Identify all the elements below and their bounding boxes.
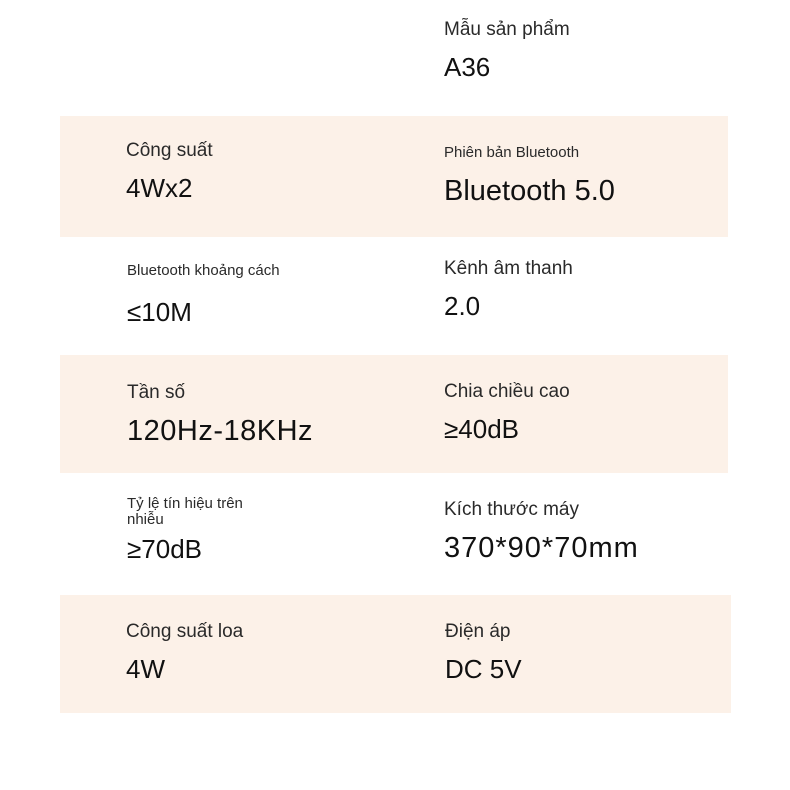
spec-label: Bluetooth khoảng cách <box>127 262 280 279</box>
spec-label: Công suất <box>126 140 213 161</box>
spec-value: ≤10M <box>127 297 192 327</box>
spec-label: Mẫu sản phẩm <box>444 19 570 40</box>
spec-value: 2.0 <box>444 291 481 321</box>
spec-separation <box>444 382 570 445</box>
spec-label: Tần số <box>127 382 186 403</box>
spec-value: 4Wx2 <box>126 173 193 203</box>
spec-value: Bluetooth 5.0 <box>444 175 615 207</box>
spec-label: Phiên bản Bluetooth <box>444 144 580 161</box>
spec-label: Kênh âm thanh <box>444 258 573 279</box>
spec-value: DC 5V <box>445 654 522 684</box>
spec-power <box>126 141 213 204</box>
spec-value: 370*90*70mm <box>444 532 639 564</box>
spec-frequency <box>127 383 313 448</box>
spec-voltage <box>445 622 522 685</box>
spec-label: Tỷ lệ tín hiệu trên nhiễu <box>127 495 243 528</box>
spec-value: A36 <box>444 52 491 82</box>
spec-bluetooth-range <box>127 261 280 328</box>
spec-label: Chia chiều cao <box>444 381 570 402</box>
spec-bluetooth-version <box>444 143 615 208</box>
spec-label: Công suất loa <box>126 621 244 642</box>
spec-model <box>444 20 570 83</box>
spec-label: Kích thước máy <box>444 499 579 520</box>
spec-value: ≥40dB <box>444 414 519 444</box>
spec-value: 4W <box>126 654 165 684</box>
spec-dimensions <box>444 500 639 565</box>
spec-channels <box>444 259 573 322</box>
spec-value: ≥70dB <box>127 534 202 564</box>
spec-label: Điện áp <box>445 621 511 642</box>
spec-value: 120Hz-18KHz <box>127 415 314 447</box>
spec-snr <box>127 496 277 565</box>
spec-speaker-power <box>126 622 243 685</box>
